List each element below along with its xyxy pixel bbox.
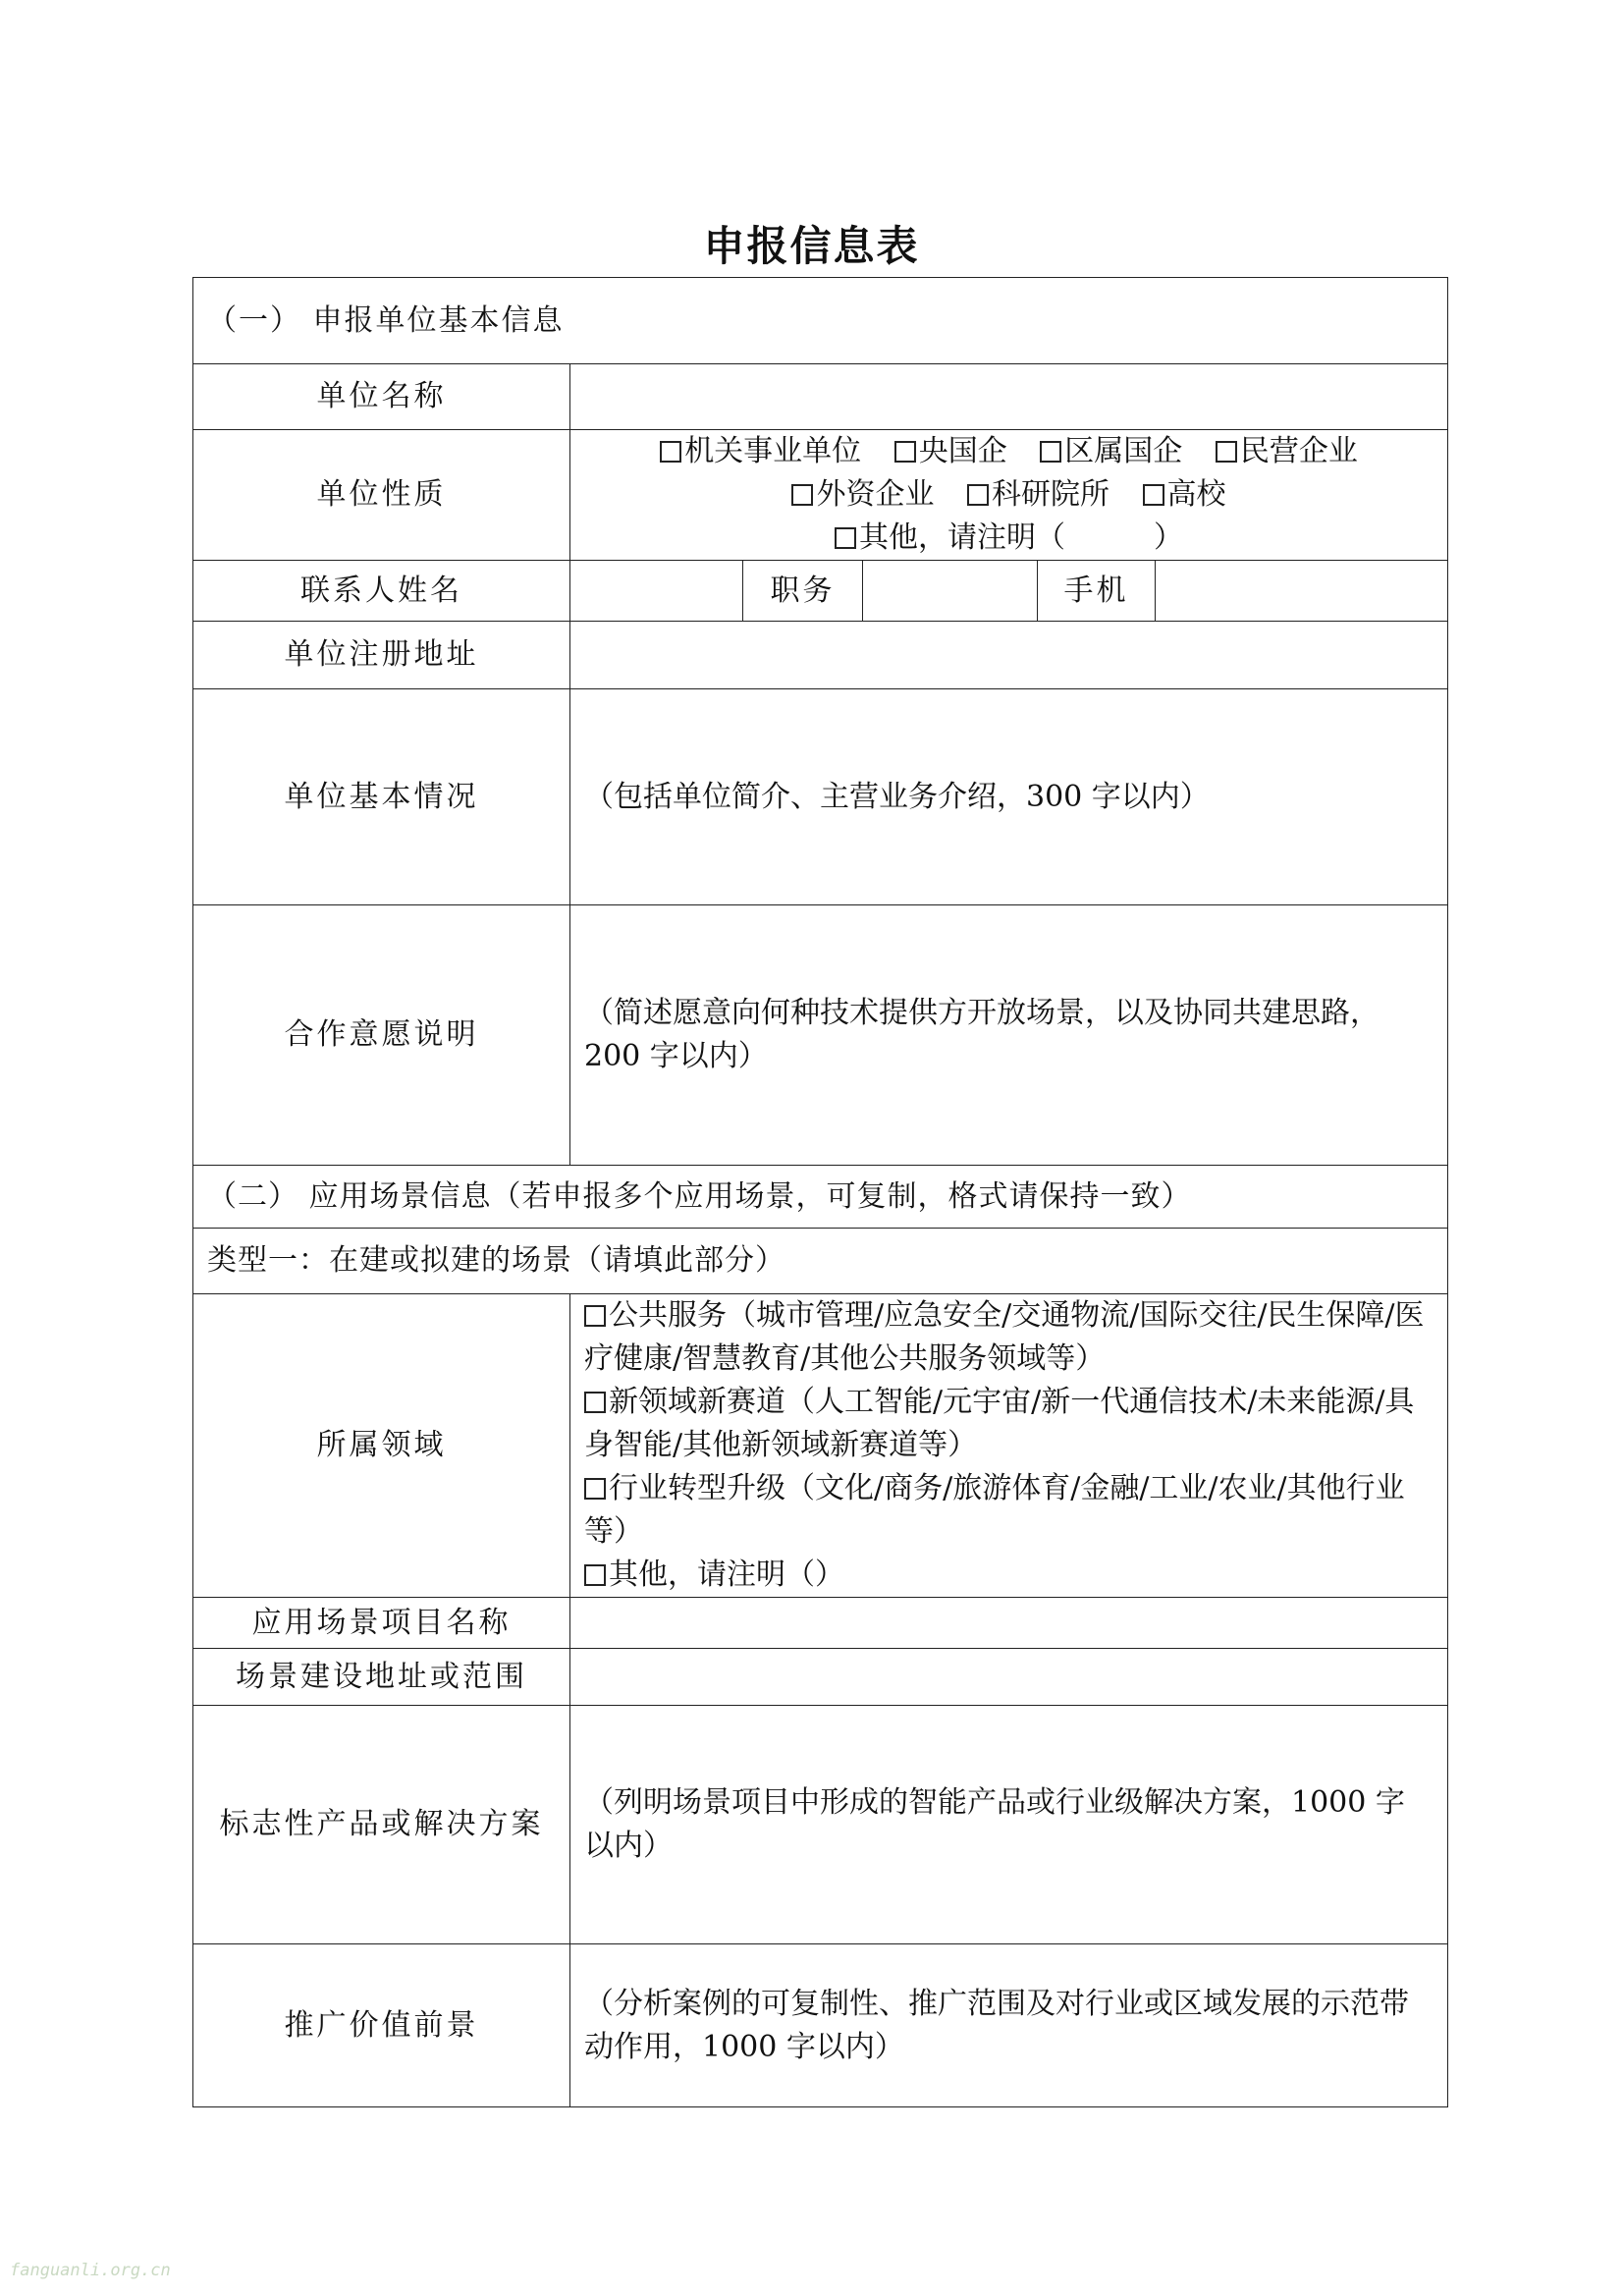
product-note: （列明场景项目中形成的智能产品或行业级解决方案，1000 字以内） — [584, 1785, 1405, 1863]
section2-row — [193, 1166, 1448, 1229]
watermark-text: fanguanli.org.cn — [10, 2261, 171, 2280]
domain-options — [570, 1294, 1448, 1598]
reg-address-row — [193, 622, 1448, 689]
contact-name-field[interactable] — [570, 561, 743, 622]
option-public-service[interactable]: 公共服务（城市管理/应急安全/交通物流/国际交往/民生保障/医疗健康/智慧教育/其他公共服务领域等） — [584, 1298, 1425, 1376]
option-university[interactable]: 高校 — [1143, 477, 1226, 512]
position-field[interactable] — [863, 561, 1038, 622]
checkbox-icon — [1216, 441, 1237, 463]
value-label: 推广价值前景 — [193, 1944, 570, 2107]
site-field[interactable] — [570, 1649, 1448, 1706]
position-label: 职务 — [743, 561, 863, 622]
checkbox-icon — [894, 441, 916, 463]
option-government-institution[interactable]: 机关事业单位 — [660, 434, 861, 468]
section1-row — [193, 278, 1448, 364]
value-note: （分析案例的可复制性、推广范围及对行业或区域发展的示范带动作用，1000 字以内） — [584, 1986, 1409, 2064]
cooperation-field[interactable] — [570, 905, 1448, 1166]
checkbox-icon — [791, 484, 813, 506]
form-title: 申报信息表 — [703, 222, 920, 270]
basic-info-field[interactable] — [570, 689, 1448, 905]
product-field[interactable] — [570, 1706, 1448, 1944]
checkbox-icon — [660, 441, 681, 463]
value-field[interactable] — [570, 1944, 1448, 2107]
product-label: 标志性产品或解决方案 — [193, 1706, 570, 1944]
domain-label: 所属领域 — [193, 1294, 570, 1598]
checkbox-icon — [835, 527, 856, 549]
checkbox-icon — [584, 1564, 606, 1586]
option-central-soe[interactable]: 央国企 — [894, 434, 1007, 468]
project-name-field[interactable] — [570, 1598, 1448, 1649]
unit-nature-label: 单位性质 — [193, 430, 570, 561]
basic-info-note: （包括单位简介、主营业务介绍，300 字以内） — [584, 779, 1210, 814]
declaration-form-table — [192, 277, 1448, 2107]
site-label: 场景建设地址或范围 — [193, 1649, 570, 1706]
contact-name-label: 联系人姓名 — [193, 561, 570, 622]
option-new-fields[interactable]: 新领域新赛道（人工智能/元宇宙/新一代通信技术/未来能源/具身智能/其他新领域新赛道等） — [584, 1385, 1415, 1462]
option-industry-upgrade[interactable]: 行业转型升级（文化/商务/旅游体育/金融/工业/农业/其他行业等） — [584, 1471, 1405, 1549]
option-private-enterprise[interactable]: 民营企业 — [1216, 434, 1358, 468]
option-domain-other[interactable]: 其他，请注明（） — [584, 1554, 1434, 1597]
mobile-label: 手机 — [1038, 561, 1156, 622]
section2-heading: （二） 应用场景信息（若申报多个应用场景，可复制，格式请保持一致） — [193, 1166, 1448, 1229]
project-name-row — [193, 1598, 1448, 1649]
option-other[interactable]: 其他，请注明（ ） — [835, 520, 1183, 555]
section1-heading: （一） 申报单位基本信息 — [193, 278, 1448, 364]
basic-info-row — [193, 689, 1448, 905]
checkbox-icon — [1143, 484, 1164, 506]
type1-row — [193, 1229, 1448, 1294]
option-research-institute[interactable]: 科研院所 — [967, 477, 1109, 512]
checkbox-icon — [584, 1478, 606, 1500]
unit-name-label: 单位名称 — [193, 364, 570, 430]
product-row — [193, 1706, 1448, 1944]
option-district-soe[interactable]: 区属国企 — [1040, 434, 1182, 468]
checkbox-icon — [967, 484, 989, 506]
option-foreign-enterprise[interactable]: 外资企业 — [791, 477, 934, 512]
checkbox-icon — [584, 1305, 606, 1327]
value-row — [193, 1944, 1448, 2107]
reg-address-label: 单位注册地址 — [193, 622, 570, 689]
reg-address-field[interactable] — [570, 622, 1448, 689]
site-row — [193, 1649, 1448, 1706]
basic-info-label: 单位基本情况 — [193, 689, 570, 905]
contact-row — [193, 561, 1448, 622]
checkbox-icon — [584, 1392, 606, 1413]
cooperation-note: （简述愿意向何种技术提供方开放场景，以及协同共建思路，200 字以内） — [584, 996, 1380, 1073]
cooperation-label: 合作意愿说明 — [193, 905, 570, 1166]
project-name-label: 应用场景项目名称 — [193, 1598, 570, 1649]
cooperation-row — [193, 905, 1448, 1166]
unit-name-row — [193, 364, 1448, 430]
checkbox-icon — [1040, 441, 1061, 463]
mobile-field[interactable] — [1156, 561, 1448, 622]
unit-nature-options — [570, 430, 1448, 561]
unit-nature-row — [193, 430, 1448, 561]
unit-name-field[interactable] — [570, 364, 1448, 430]
domain-row — [193, 1294, 1448, 1598]
type1-heading: 类型一：在建或拟建的场景（请填此部分） — [193, 1229, 1448, 1294]
